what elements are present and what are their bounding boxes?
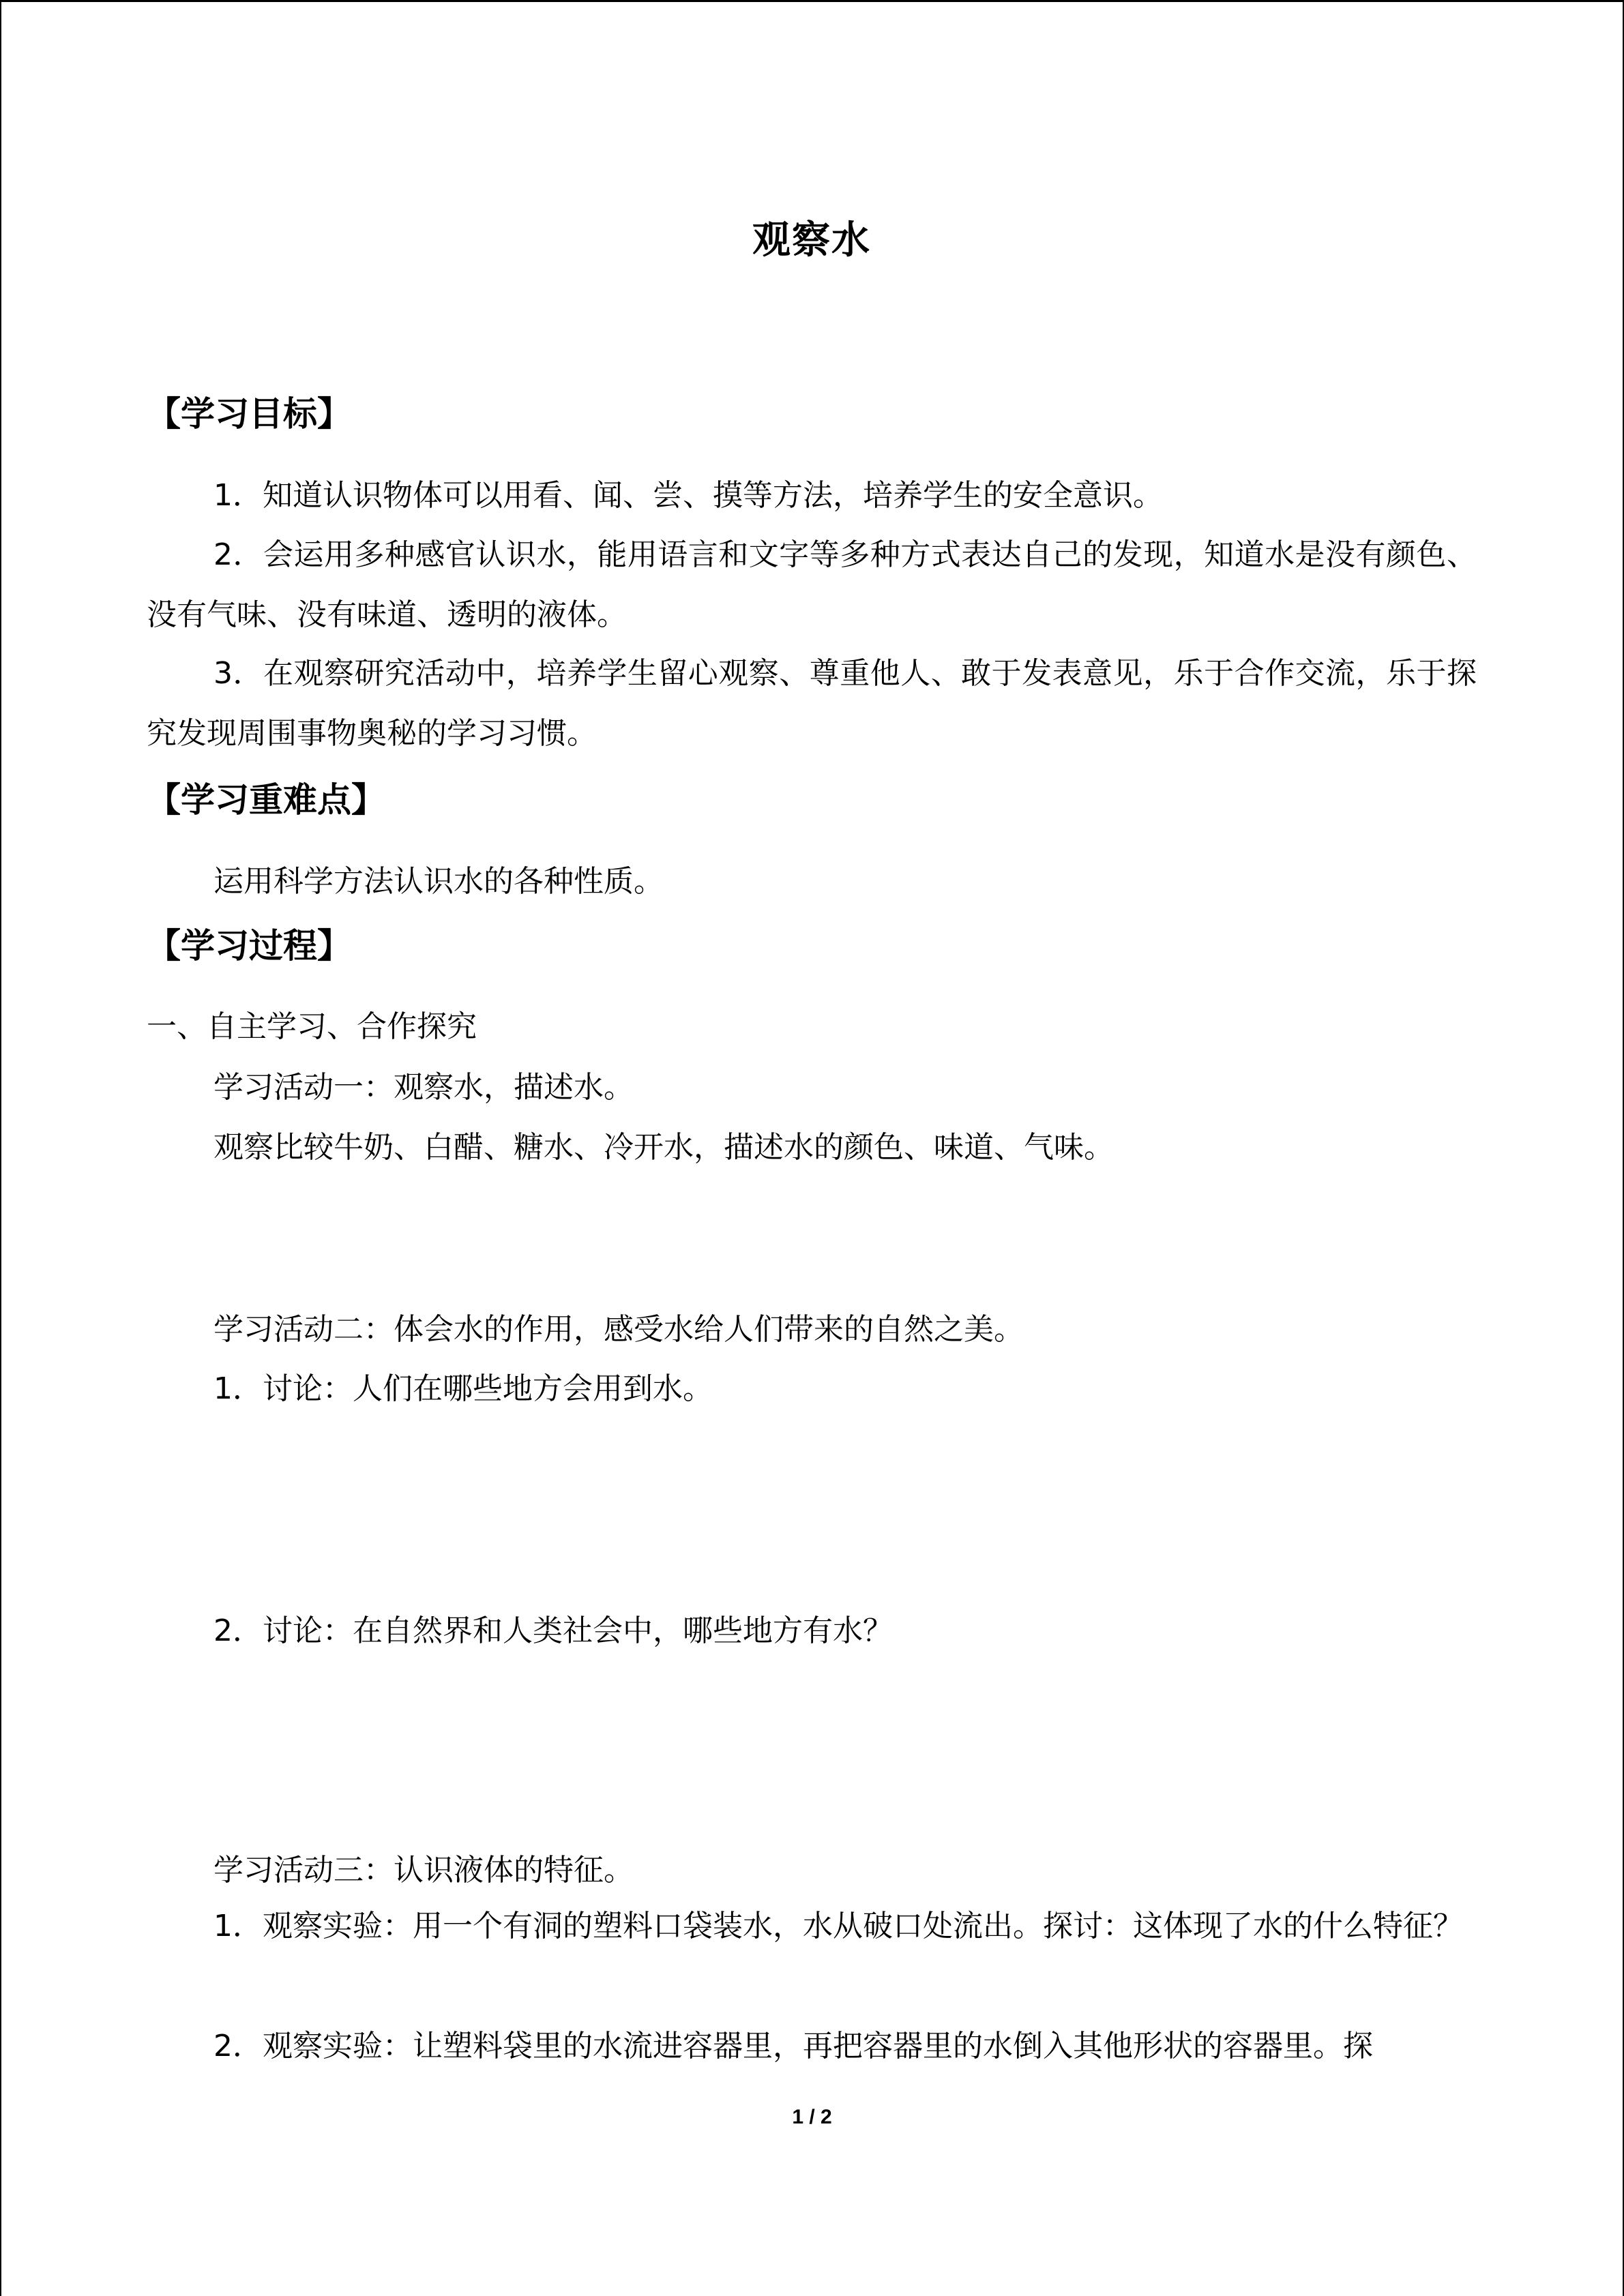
activity-1-title: 学习活动一：观察水，描述水。: [213, 1070, 634, 1105]
activity-2-question-2: 2．讨论：在自然界和人类社会中，哪些地方有水？: [213, 1613, 893, 1648]
document-title: 观察水: [752, 218, 871, 263]
activity-3-title: 学习活动三：认识液体的特征。: [213, 1853, 634, 1888]
goal-item-3: 3．在观察研究活动中，培养学生留心观察、尊重他人、敢于发表意见，乐于合作交流，乐于探究发现周围事物奥秘的学习习惯。: [147, 656, 1477, 751]
heading-learning-process: 【学习过程】: [147, 926, 351, 966]
activity-2-question-1: 1．讨论：人们在哪些地方会用到水。: [213, 1371, 713, 1406]
goal-item-2: 2．会运用多种感官认识水，能用语言和文字等多种方式表达自己的发现，知道水是没有颜色、没有气味、没有味道、透明的液体。: [147, 537, 1477, 632]
key-points-text: 运用科学方法认识水的各种性质。: [213, 864, 664, 899]
page-number: 1 / 2: [792, 2106, 832, 2128]
heading-learning-goals: 【学习目标】: [147, 394, 351, 434]
process-part-1-title: 一、自主学习、合作探究: [147, 1009, 477, 1044]
heading-key-points: 【学习重难点】: [147, 780, 385, 820]
goal-item-1: 1．知道认识物体可以用看、闻、尝、摸等方法，培养学生的安全意识。: [213, 478, 1163, 513]
activity-3-question-1: 1．观察实验：用一个有洞的塑料口袋装水，水从破口处流出。探讨：这体现了水的什么特征？: [213, 1909, 1463, 1943]
activity-2-title: 学习活动二：体会水的作用，感受水给人们带来的自然之美。: [213, 1312, 1024, 1347]
activity-3-question-2: 2．观察实验：让塑料袋里的水流进容器里，再把容器里的水倒入其他形状的容器里。探: [213, 2029, 1373, 2063]
activity-1-text: 观察比较牛奶、白醋、糖水、冷开水，描述水的颜色、味道、气味。: [213, 1130, 1114, 1165]
